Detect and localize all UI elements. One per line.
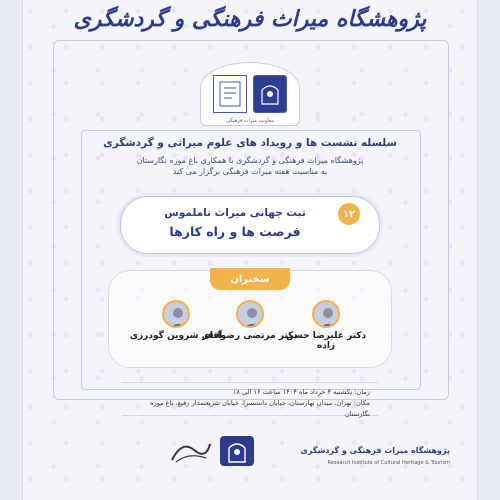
logo-caption: معاونت میراث فرهنگی (226, 118, 274, 124)
event-time: زمان: یکشنبه ۴ خرداد ماه ۱۴۰۴ ساعت ۱۶ الی ۱۸ (232, 388, 370, 396)
footer-institute-logo-icon (220, 436, 254, 466)
series-title: سلسله نشست ها و رویداد های علوم میراثی و گردشگری (103, 137, 397, 149)
footer-museum-logo-icon (168, 436, 214, 466)
institute-logos (200, 62, 300, 126)
event-info (122, 382, 378, 416)
speaker-photo-2 (236, 300, 264, 328)
speaker-photo-3 (162, 300, 190, 328)
ministry-logo-icon (213, 75, 247, 113)
organizer-text (0, 155, 500, 177)
speaker-photo-1 (312, 300, 340, 328)
topic-title-line-2: فرصت ها و راه کارها (169, 224, 301, 239)
header-calligraphy-title: پژوهشگاه میراث فرهنگی و گردشگری (73, 6, 427, 32)
speaker-name-2: دکتر مرتضی رضوانفر (202, 331, 298, 341)
organizer-line-1: پژوهشگاه میراث فرهنگی و گردشگری با همکاری باغ موزه نگارستان (136, 156, 364, 165)
topic-title-line-1: ثبت جهانی میراث ناملموس (164, 207, 306, 219)
session-number-badge: ۱۲ (338, 203, 360, 225)
event-place: مکان: تهران، میدان بهارستان، خیابان دانشسرا، خیابان شریعتمدار رفیع، باغ موزه نگارستان (149, 399, 370, 418)
footer-institute-english: Research Institute of Cultural Heritage & Tourism (327, 460, 450, 466)
footer-institute-name: پژوهشگاه میراث فرهنگی و گردشگری (300, 446, 450, 455)
organizer-line-2: به مناسبت هفته میراث فرهنگی برگزار می کند (172, 167, 328, 176)
speakers-heading: سخنران (210, 268, 290, 290)
research-institute-logo-icon (253, 75, 287, 113)
speaker-name-1: دکتر علیرضا حسن زاده (285, 331, 367, 351)
speaker-name-3: آقای شروین گودرزی (129, 331, 223, 341)
